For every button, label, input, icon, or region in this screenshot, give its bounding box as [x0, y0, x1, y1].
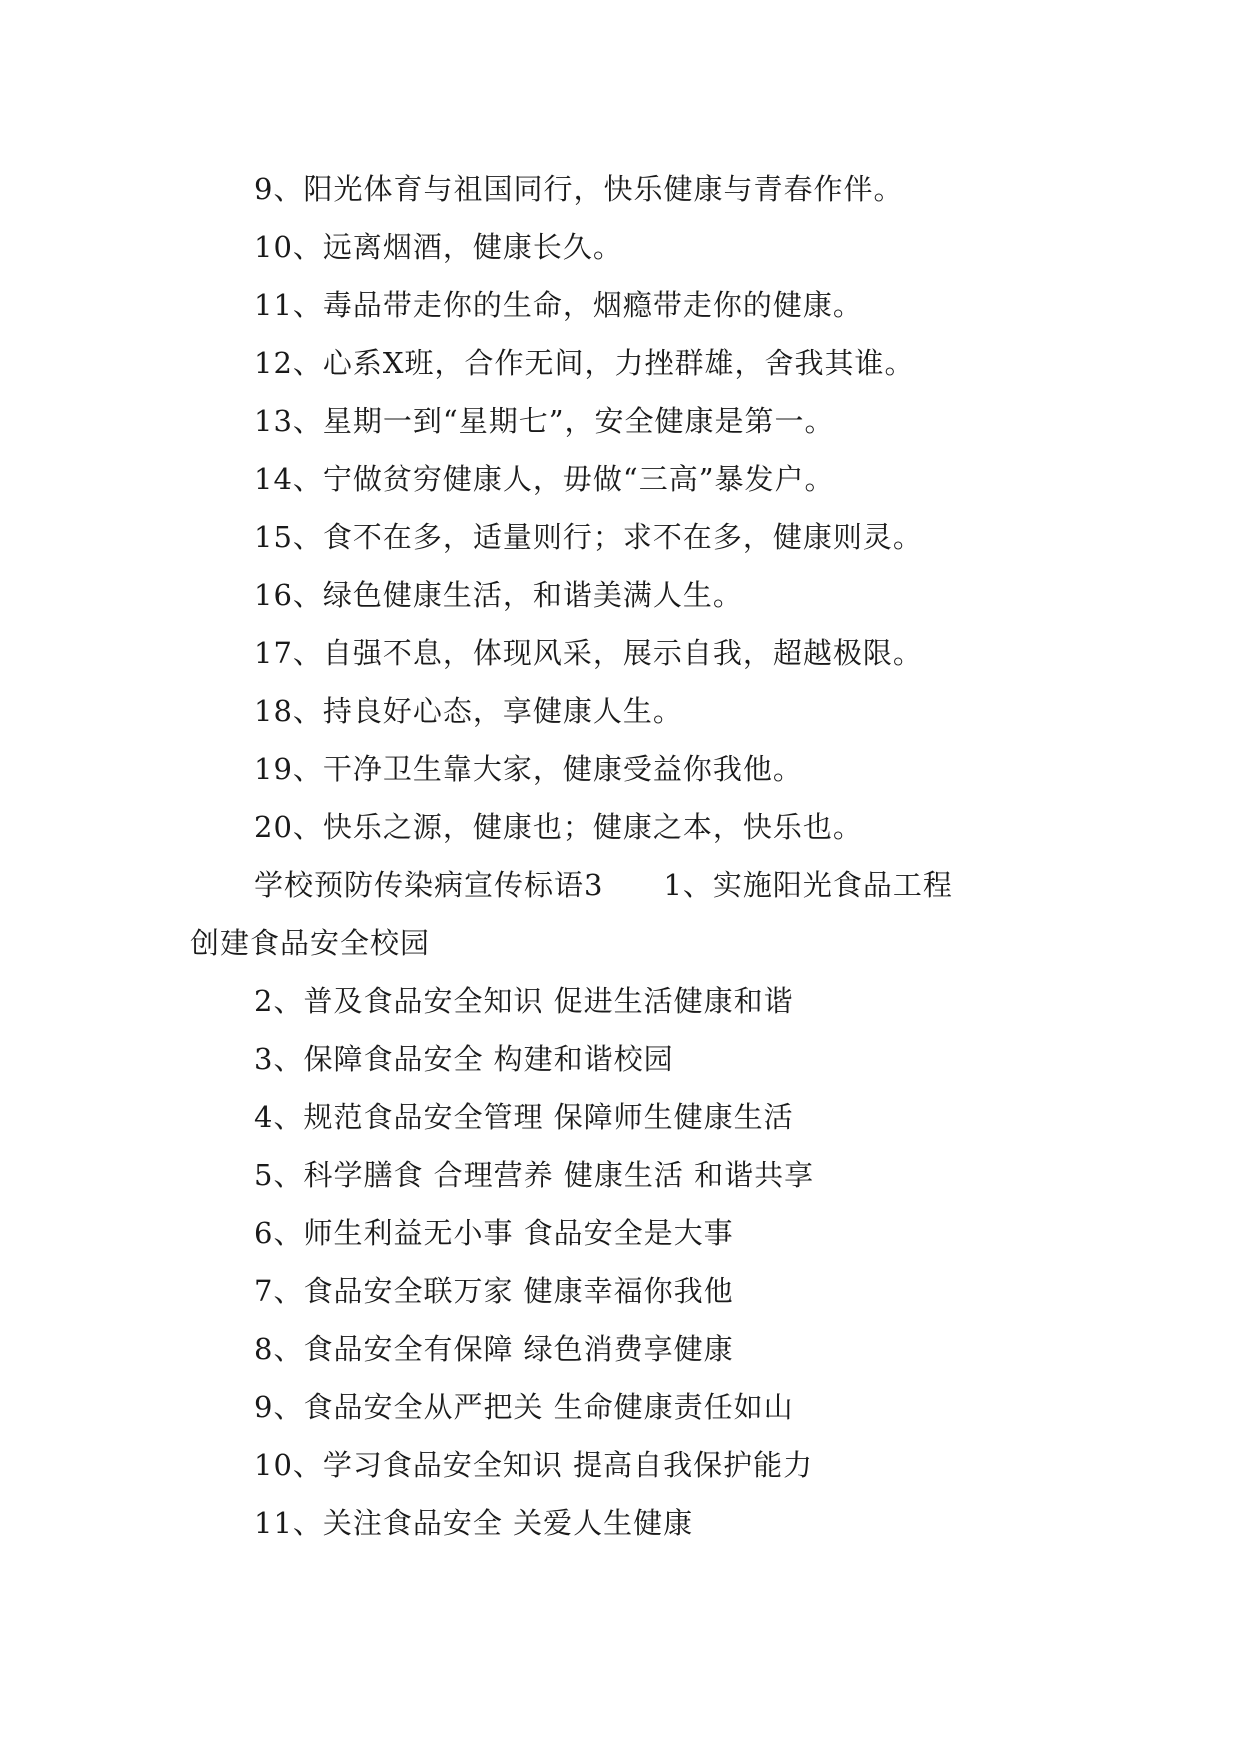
- document-body: [190, 160, 1070, 1552]
- slogan-item: 15、食不在多，适量则行；求不在多，健康则灵。: [254, 520, 923, 554]
- slogan-item: 13、星期一到“星期七”，安全健康是第一。: [254, 404, 835, 438]
- slogan-item: 5、科学膳食 合理营养 健康生活 和谐共享: [254, 1158, 815, 1192]
- slogan-item: 11、毒品带走你的生命，烟瘾带走你的健康。: [254, 288, 863, 322]
- slogan-item: 6、师生利益无小事 食品安全是大事: [254, 1216, 734, 1250]
- slogan-item: 16、绿色健康生活，和谐美满人生。: [254, 578, 743, 612]
- slogan-item: 14、宁做贫穷健康人，毋做“三高”暴发户。: [254, 462, 835, 496]
- section-heading-line: [190, 856, 1070, 914]
- slogan-item: 8、食品安全有保障 绿色消费享健康: [254, 1332, 734, 1366]
- slogan-item: 9、食品安全从严把关 生命健康责任如山: [254, 1390, 794, 1424]
- slogan-item: 2、普及食品安全知识 促进生活健康和谐: [254, 984, 794, 1018]
- slogan-item: 7、食品安全联万家 健康幸福你我他: [254, 1274, 734, 1308]
- slogan-item: 11、关注食品安全 关爱人生健康: [254, 1506, 694, 1540]
- slogan-item: 19、干净卫生靠大家，健康受益你我他。: [254, 752, 803, 786]
- slogan-item: 20、快乐之源，健康也；健康之本，快乐也。: [254, 810, 863, 844]
- slogan-item-start: 1、实施阳光食品工程: [663, 868, 953, 902]
- slogan-item: 9、阳光体育与祖国同行，快乐健康与青春作伴。: [254, 172, 904, 206]
- slogan-item: 17、自强不息，体现风采，展示自我，超越极限。: [254, 636, 923, 670]
- slogan-item: 10、远离烟酒，健康长久。: [254, 230, 623, 264]
- slogan-item: 4、规范食品安全管理 保障师生健康生活: [254, 1100, 794, 1134]
- section-heading: 学校预防传染病宣传标语3: [254, 868, 604, 902]
- slogan-item: 18、持良好心态，享健康人生。: [254, 694, 683, 728]
- slogan-item-continuation: 创建食品安全校园: [190, 926, 431, 960]
- slogan-item: 3、保障食品安全 构建和谐校园: [254, 1042, 674, 1076]
- slogan-item: 10、学习食品安全知识 提高自我保护能力: [254, 1448, 814, 1482]
- slogan-item: 12、心系X班，合作无间，力挫群雄，舍我其谁。: [254, 346, 915, 380]
